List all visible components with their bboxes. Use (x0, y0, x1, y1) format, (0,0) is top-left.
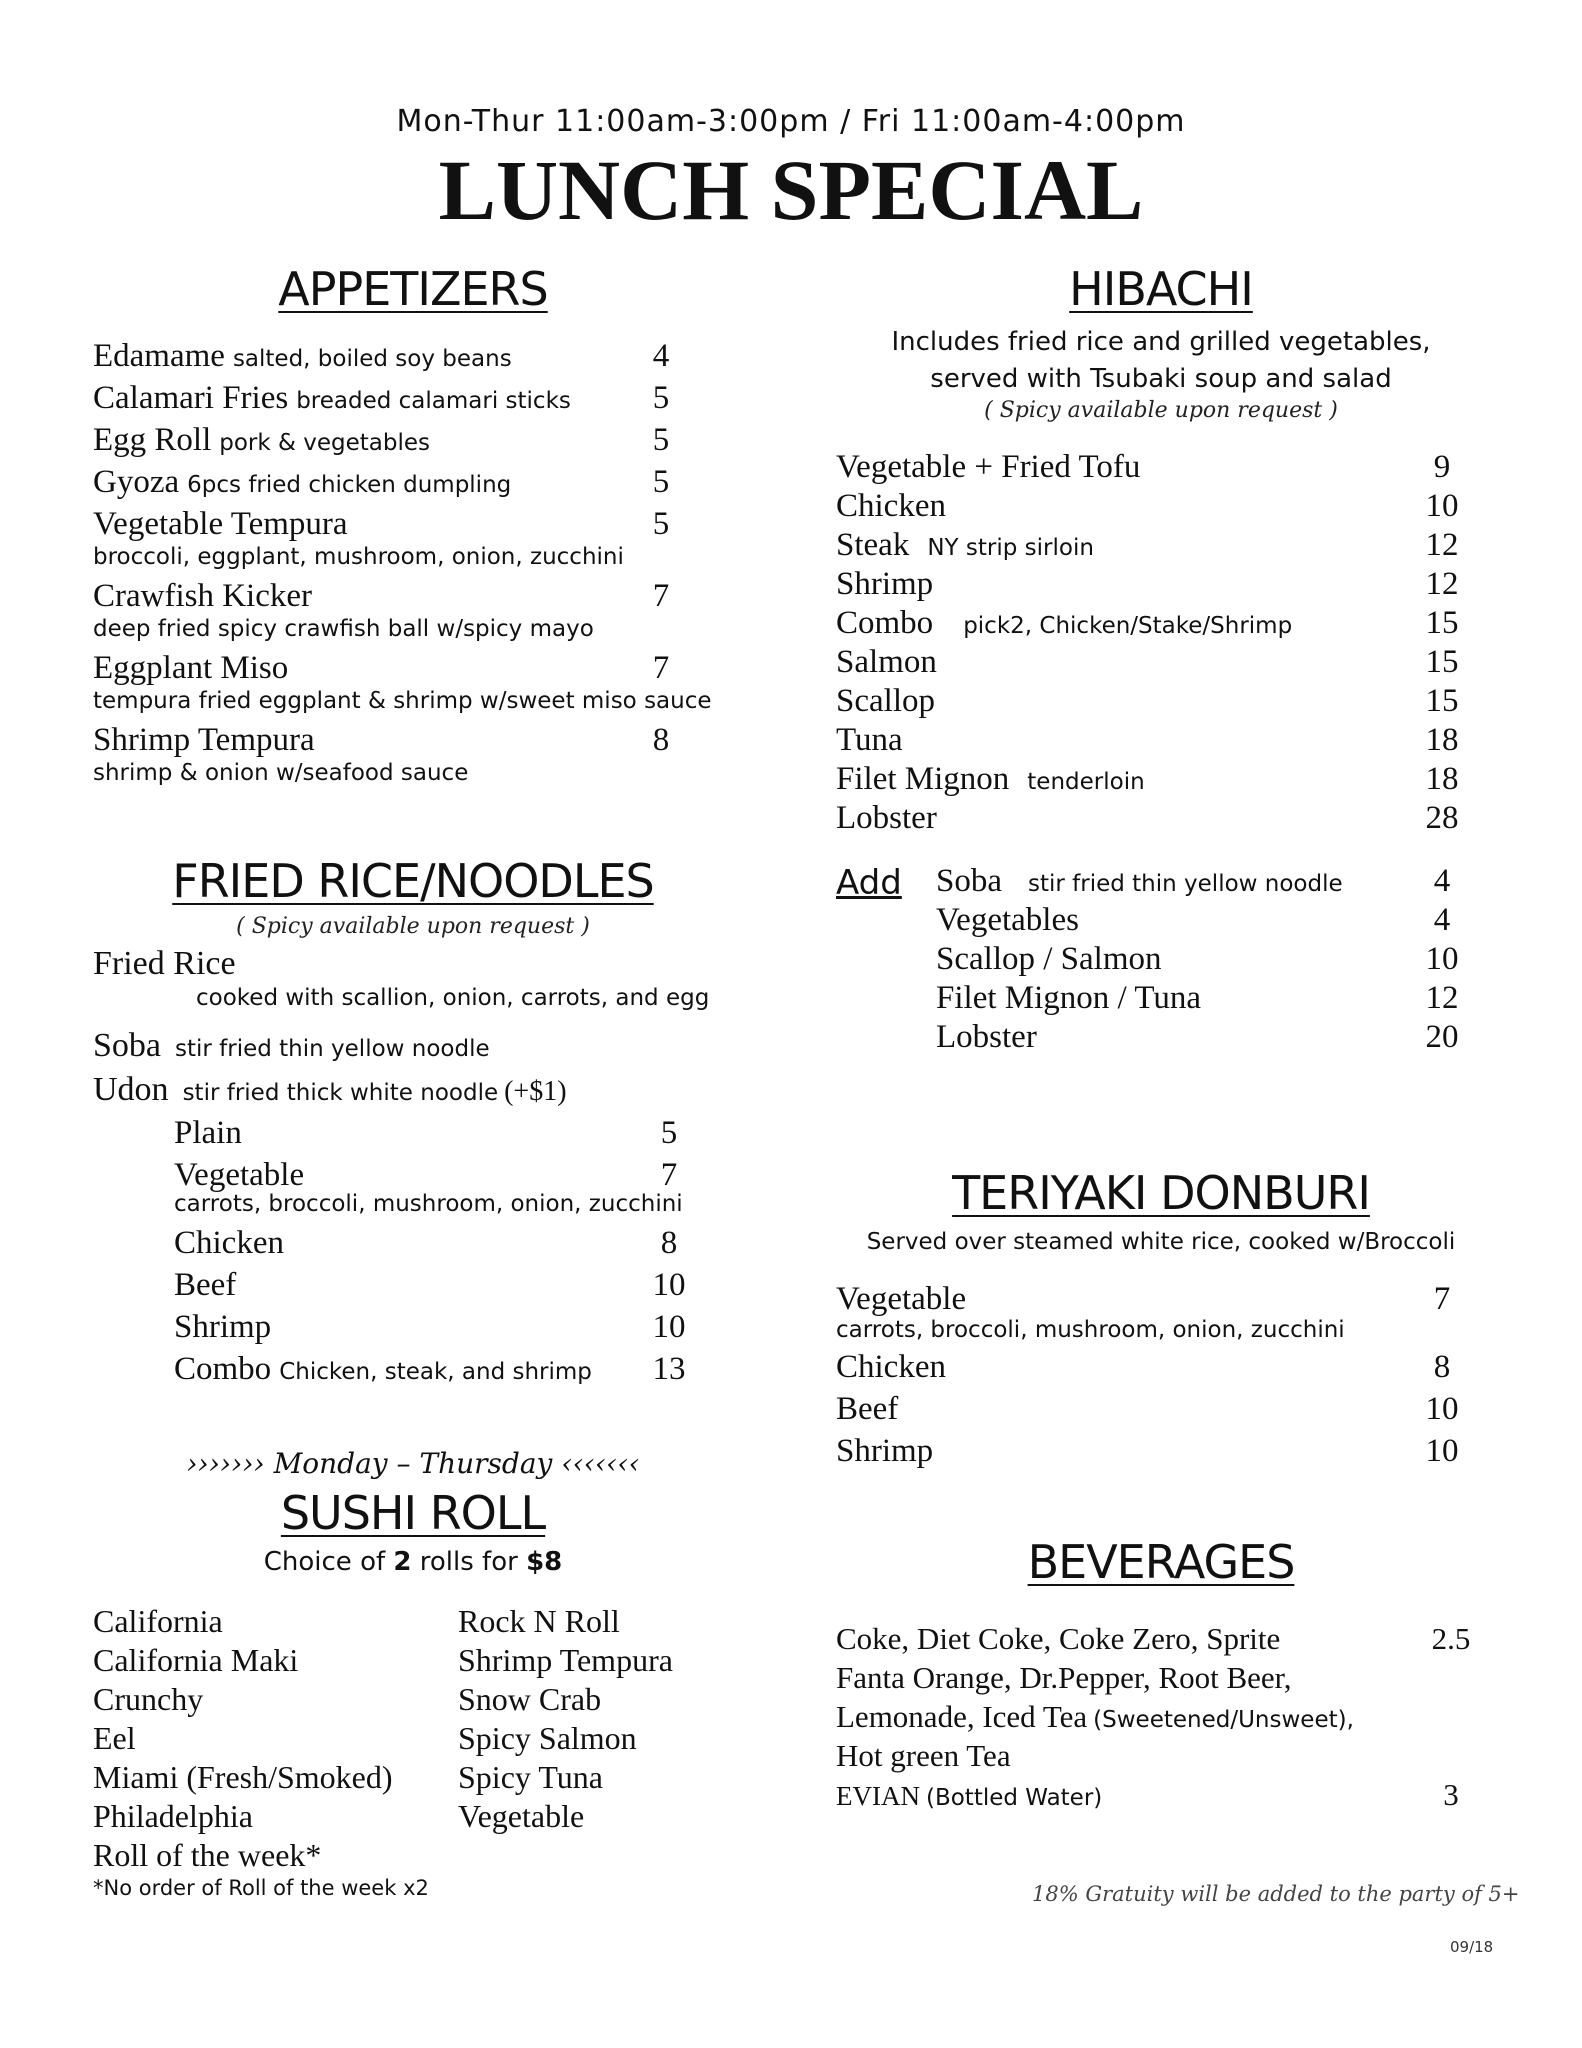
menu-item (93, 380, 733, 422)
spicy-note: ( Spicy available upon request ) (236, 914, 590, 939)
add-name: Soba (936, 863, 1002, 899)
base-item (93, 1071, 733, 1115)
menu-item (836, 800, 1486, 839)
add-name: Vegetables (936, 902, 1079, 938)
menu-item (836, 683, 1486, 722)
base-item (93, 1027, 733, 1071)
spicy-note: ( Spicy available upon request ) (984, 398, 1338, 423)
beverage-names: Coke, Diet Coke, Coke Zero, Sprite (836, 1621, 1281, 1656)
menu-item (836, 722, 1486, 761)
item-name: Vegetable + Fried Tofu (836, 449, 1141, 485)
item-name: Chicken (836, 1349, 946, 1385)
item-name: Combo (836, 605, 934, 641)
option-name: Shrimp (174, 1309, 272, 1345)
menu-item (836, 761, 1486, 800)
add-item (936, 980, 1486, 1019)
base-item (93, 945, 733, 985)
left-column (93, 262, 733, 1900)
teriyaki-heading: TERIYAKI DONBURI (952, 1166, 1370, 1220)
offer-text: rolls for (411, 1547, 527, 1577)
option-item (174, 1115, 699, 1157)
item-name: Lobster (836, 800, 937, 836)
item-desc: pick2, Chicken/Stake/Shrimp (963, 613, 1293, 639)
item-name: Shrimp (836, 1433, 934, 1469)
beverage-line (836, 1621, 1486, 1660)
beverage-line (836, 1660, 1486, 1699)
add-item (936, 902, 1486, 941)
menu-item (836, 1391, 1486, 1433)
sushi-section (93, 1447, 733, 1900)
beverages-section (836, 1535, 1486, 1816)
roll-item: Miami (Fresh/Smoked) (93, 1759, 393, 1795)
add-label: Add (836, 863, 902, 903)
item-name: Shrimp (836, 566, 934, 602)
add-price: 12 (1425, 980, 1459, 1016)
option-desc: carrots, broccoli, mushroom, onion, zucchini (174, 1191, 683, 1217)
menu-item (836, 605, 1486, 644)
item-price: 5 (652, 506, 670, 542)
beverages-heading: BEVERAGES (1027, 1535, 1295, 1589)
menu-item (93, 650, 733, 692)
add-name: Scallop / Salmon (936, 941, 1162, 977)
beverage-line (836, 1777, 1486, 1816)
item-price: 7 (652, 650, 670, 686)
fried-rice-heading: FRIED RICE/NOODLES (172, 854, 654, 908)
sushi-heading: SUSHI ROLL (280, 1486, 546, 1540)
hibachi-list (836, 449, 1486, 839)
item-price: 7 (1433, 1281, 1451, 1317)
beverage-names: EVIAN (836, 1781, 920, 1811)
item-desc: broccoli, eggplant, mushroom, onion, zucchini (93, 544, 624, 570)
offer-count: 2 (393, 1547, 412, 1577)
option-price: 13 (652, 1351, 686, 1387)
add-name: Filet Mignon / Tuna (936, 980, 1201, 1016)
sushi-footnote: *No order of Roll of the week x2 (93, 1876, 429, 1900)
add-price: 4 (1433, 902, 1451, 938)
base-desc: stir fried thin yellow noodle (175, 1036, 490, 1062)
item-price: 5 (652, 464, 670, 500)
option-name: Plain (174, 1115, 242, 1151)
teriyaki-desc: Served over steamed white rice, cooked w/Broccoli (866, 1229, 1456, 1255)
add-item (936, 941, 1486, 980)
beverage-price: 3 (1443, 1777, 1459, 1812)
option-name: Beef (174, 1267, 237, 1303)
roll-item: Rock N Roll (458, 1603, 620, 1639)
roll-item (458, 1837, 758, 1876)
option-item (174, 1225, 699, 1267)
roll-item: Eel (93, 1720, 136, 1756)
menu-item (93, 464, 733, 506)
right-column (836, 262, 1486, 1816)
item-price: 10 (1425, 488, 1459, 524)
item-price: 10 (1425, 1391, 1459, 1427)
item-name: Vegetable Tempura (93, 506, 348, 542)
option-price: 5 (660, 1115, 678, 1151)
base-desc: stir fried thick white noodle (182, 1080, 499, 1106)
item-name: Salmon (836, 644, 937, 680)
item-price: 4 (652, 338, 670, 374)
beverage-line (836, 1699, 1486, 1738)
item-desc: NY strip sirloin (927, 535, 1094, 561)
item-name: Beef (836, 1391, 899, 1427)
item-desc: pork & vegetables (219, 430, 431, 456)
beverage-names: Fanta Orange, Dr.Pepper, Root Beer, (836, 1660, 1292, 1695)
item-desc: salted, boiled soy beans (232, 346, 512, 372)
option-item (174, 1351, 699, 1393)
item-desc: tempura fried eggplant & shrimp w/sweet miso sauce (93, 688, 712, 714)
menu-item (836, 488, 1486, 527)
item-price: 15 (1425, 683, 1459, 719)
option-price: 7 (660, 1157, 678, 1193)
teriyaki-list (836, 1281, 1486, 1475)
roll-item: Snow Crab (458, 1681, 602, 1717)
sushi-days: ››››››› Monday – Thursday ‹‹‹‹‹‹‹ (186, 1447, 640, 1480)
hibachi-add-ons (836, 863, 1486, 1058)
roll-item: Vegetable (458, 1798, 585, 1834)
roll-item: Shrimp Tempura (458, 1642, 673, 1678)
option-desc: Chicken, steak, and shrimp (279, 1359, 592, 1385)
add-price: 20 (1425, 1019, 1459, 1055)
menu-version-code: 09/18 (1450, 1938, 1494, 1956)
item-price: 5 (652, 422, 670, 458)
option-price: 8 (660, 1225, 678, 1261)
item-desc: breaded calamari sticks (296, 388, 571, 414)
option-price: 10 (652, 1267, 686, 1303)
option-item (174, 1309, 699, 1351)
menu-item (93, 338, 733, 380)
option-item (174, 1267, 699, 1309)
add-item (936, 1019, 1486, 1058)
item-price: 8 (1433, 1349, 1451, 1385)
menu-item (836, 644, 1486, 683)
fried-rice-section (93, 854, 733, 1393)
item-name: Filet Mignon (836, 761, 1010, 797)
menu-item (93, 722, 733, 764)
item-name: Shrimp Tempura (93, 722, 315, 758)
option-name: Chicken (174, 1225, 284, 1261)
menu-item (836, 566, 1486, 605)
roll-item: Crunchy (93, 1681, 204, 1717)
item-price: 12 (1425, 566, 1459, 602)
item-desc: 6pcs fried chicken dumpling (187, 472, 512, 498)
add-desc: stir fried thin yellow noodle (1028, 871, 1343, 897)
base-desc: cooked with scallion, onion, carrots, and egg (196, 985, 710, 1011)
item-price: 7 (652, 578, 670, 614)
option-name: Combo (174, 1351, 272, 1387)
beverage-names: Lemonade, Iced Tea (836, 1699, 1088, 1734)
beverage-names: Hot green Tea (836, 1738, 1011, 1773)
roll-item: Spicy Salmon (458, 1720, 637, 1756)
roll-item: Philadelphia (93, 1798, 253, 1834)
menu-item (836, 1349, 1486, 1391)
base-name: Udon (93, 1071, 169, 1108)
roll-item: California Maki (93, 1642, 299, 1678)
menu-item (836, 527, 1486, 566)
offer-text: Choice of (263, 1547, 394, 1577)
add-name: Lobster (936, 1019, 1037, 1055)
page-title: LUNCH SPECIAL (438, 142, 1144, 238)
item-price: 18 (1425, 761, 1459, 797)
add-item (936, 863, 1486, 902)
option-price: 10 (652, 1309, 686, 1345)
option-name: Vegetable (174, 1157, 305, 1193)
item-name: Scallop (836, 683, 935, 719)
beverage-list (836, 1621, 1486, 1816)
beverage-price: 2.5 (1431, 1621, 1471, 1656)
item-price: 12 (1425, 527, 1459, 563)
hibachi-desc-1: Includes fried rice and grilled vegetables, (891, 327, 1431, 357)
hours-text: Mon-Thur 11:00am-3:00pm / Fri 11:00am-4:00pm (396, 104, 1186, 139)
menu-item (836, 1433, 1486, 1475)
menu-item (93, 422, 733, 464)
menu-item (93, 578, 733, 620)
beverage-desc: (Bottled Water) (925, 1785, 1103, 1811)
option-list (174, 1115, 699, 1393)
base-list (93, 945, 733, 1115)
item-name: Crawfish Kicker (93, 578, 313, 614)
hibachi-section (836, 262, 1486, 1058)
item-price: 10 (1425, 1433, 1459, 1469)
item-price: 8 (652, 722, 670, 758)
item-name: Vegetable (836, 1281, 967, 1317)
udon-surcharge: (+$1) (504, 1076, 567, 1107)
beverage-line (836, 1738, 1486, 1777)
gratuity-note: 18% Gratuity will be added to the party of 5+ (1032, 1882, 1520, 1906)
item-name: Egg Roll (93, 422, 212, 458)
menu-item (93, 506, 733, 548)
item-price: 5 (652, 380, 670, 416)
item-price: 15 (1425, 644, 1459, 680)
appetizers-heading: APPETIZERS (278, 262, 548, 316)
add-list (936, 863, 1486, 1058)
item-price: 28 (1425, 800, 1459, 836)
hibachi-heading: HIBACHI (1069, 262, 1253, 316)
item-desc: tenderloin (1027, 769, 1145, 795)
base-name: Soba (93, 1027, 161, 1064)
hibachi-desc-2: served with Tsubaki soup and salad (930, 364, 1392, 394)
sushi-offer (93, 1544, 733, 1581)
item-desc: deep fried spicy crawfish ball w/spicy mayo (93, 616, 594, 642)
item-price: 18 (1425, 722, 1459, 758)
beverage-desc: (Sweetened/Unsweet), (1093, 1707, 1354, 1733)
roll-item: Roll of the week* (93, 1837, 322, 1873)
add-price: 4 (1433, 863, 1451, 899)
item-name: Chicken (836, 488, 946, 524)
teriyaki-section (836, 1166, 1486, 1475)
appetizers-list (93, 338, 733, 794)
roll-item: California (93, 1603, 223, 1639)
item-name: Tuna (836, 722, 903, 758)
menu-item (836, 449, 1486, 488)
item-price: 15 (1425, 605, 1459, 641)
item-name: Edamame (93, 338, 225, 374)
item-name: Eggplant Miso (93, 650, 289, 686)
item-desc: carrots, broccoli, mushroom, onion, zucchini (836, 1317, 1345, 1343)
sushi-roll-grid (93, 1603, 733, 1876)
item-price: 9 (1433, 449, 1451, 485)
roll-item: Spicy Tuna (458, 1759, 603, 1795)
item-desc: shrimp & onion w/seafood sauce (93, 760, 469, 786)
offer-price: $8 (526, 1547, 563, 1577)
add-price: 10 (1425, 941, 1459, 977)
item-name: Steak (836, 527, 910, 563)
item-name: Gyoza (93, 464, 180, 500)
base-name: Fried Rice (93, 945, 236, 982)
item-name: Calamari Fries (93, 380, 289, 416)
appetizers-section (93, 262, 733, 794)
